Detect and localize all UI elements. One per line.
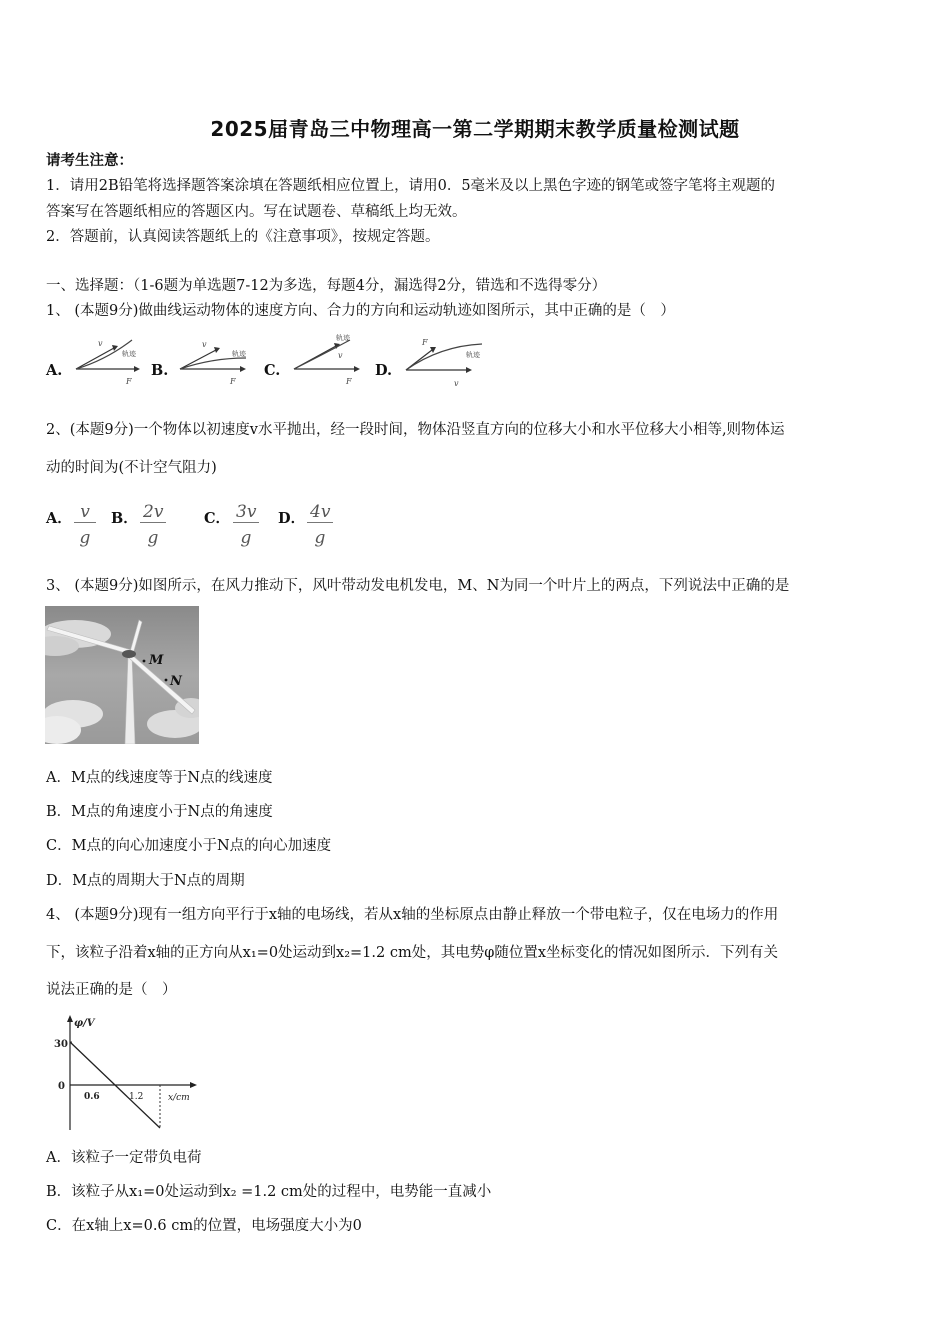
q2-option-a-label[interactable]: A． xyxy=(46,510,72,527)
q2-c-denominator: g xyxy=(240,528,252,548)
q3-option-a[interactable]: A．M点的线速度等于N点的线速度 xyxy=(46,770,273,786)
chart-y-label: φ/V xyxy=(74,1018,95,1029)
q3-n-label: N xyxy=(170,674,182,689)
q3-option-d[interactable]: D．M点的周期大于N点的周期 xyxy=(46,873,245,889)
q2-option-c-fraction xyxy=(233,502,259,549)
notice-item1-line2: 答案写在答题纸相应的答题区内。写在试题卷、草稿纸上均无效。 xyxy=(46,204,467,220)
q1-b-v-label: v xyxy=(202,340,207,349)
page-title: 2025届青岛三中物理高一第二学期期末教学质量检测试题 xyxy=(210,117,740,141)
q3-option-b[interactable]: B．M点的角速度小于N点的角速度 xyxy=(46,804,273,820)
wind-turbine-photo xyxy=(45,606,199,744)
q4-stem-line2: 下，该粒子沿着x轴的正方向从x₁=0处运动到x₂=1.2 cm处，其电势φ随位置x坐标变化的情况如图所示．下列有关 xyxy=(46,945,779,961)
q1-c-v-label: v xyxy=(338,351,343,360)
q4-option-c[interactable]: C．在x轴上x=0.6 cm的位置，电场强度大小为0 xyxy=(46,1218,362,1234)
chart-ytick-0: 0 xyxy=(58,1081,65,1092)
notice-item1-line1: 1．请用2B铅笔将选择题答案涂填在答题纸相应位置上，请用0．5毫米及以上黑色字迹的钢笔或签字笔将主观题的 xyxy=(46,178,776,194)
q2-stem-line2: 动的时间为(不计空气阻力) xyxy=(46,460,217,476)
potential-chart xyxy=(50,1012,210,1134)
q3-stem: 3、 (本题9分)如图所示，在风力推动下，风叶带动发电机发电，M、N为同一个叶片上的两点，下列说法中正确的是 xyxy=(46,578,790,594)
q3-m-label: M xyxy=(149,653,164,668)
q1-option-b-label[interactable]: B. xyxy=(151,362,169,379)
q1-option-a-diagram xyxy=(72,336,142,388)
q1-option-d-diagram xyxy=(400,332,488,390)
chart-xtick-1-2: 1.2 xyxy=(129,1092,144,1102)
q4-option-a[interactable]: A．该粒子一定带负电荷 xyxy=(46,1150,202,1166)
q2-option-b-fraction xyxy=(140,502,166,549)
q2-a-denominator: g xyxy=(79,528,91,548)
q1-option-c-label[interactable]: C. xyxy=(264,362,281,379)
q1-option-c-diagram xyxy=(290,330,366,388)
q1-a-v-label: v xyxy=(98,339,103,348)
chart-x-label: x/cm xyxy=(168,1093,190,1103)
q1-option-d-label[interactable]: D. xyxy=(375,362,393,379)
q2-option-b-label[interactable]: B． xyxy=(111,510,138,527)
q1-c-f-label: F xyxy=(346,377,352,386)
q2-b-denominator: g xyxy=(147,528,159,548)
q2-a-numerator: v xyxy=(74,502,96,523)
chart-y-axis-arrow xyxy=(67,1015,73,1022)
q3-option-c[interactable]: C．M点的向心加速度小于N点的向心加速度 xyxy=(46,838,332,854)
notice-item2: 2．答题前，认真阅读答题纸上的《注意事项》，按规定答题。 xyxy=(46,229,440,245)
q1-d-f-label: F xyxy=(422,338,428,347)
q1-option-b-diagram xyxy=(176,336,252,388)
q1-b-f-label: F xyxy=(230,377,236,386)
q4-stem-line1: 4、 (本题9分)现有一组方向平行于x轴的电场线，若从x轴的坐标原点由静止释放一个带电粒子，仅在电场力的作用 xyxy=(46,907,779,923)
notice-heading: 请考生注意： xyxy=(46,152,133,169)
q1-c-track-label: 轨迹 xyxy=(336,334,350,342)
q2-option-d-fraction xyxy=(307,502,333,549)
q2-stem-line1: 2、(本题9分)一个物体以初速度v水平抛出，经一段时间，物体沿竖直方向的位移大小和水平位移大小相等,则物体运 xyxy=(46,422,785,438)
q1-option-a-label[interactable]: A. xyxy=(46,362,63,379)
q1-b-track-label: 轨迹 xyxy=(232,350,246,358)
q1-d-track-label: 轨迹 xyxy=(466,351,480,359)
q4-option-b[interactable]: B．该粒子从x₁=0处运动到x₂ =1.2 cm处的过程中，电势能一直减小 xyxy=(46,1184,492,1200)
section-heading: 一、选择题：（1-6题为单选题7-12为多选，每题4分，漏选得2分，错选和不选得零分） xyxy=(46,278,607,294)
q2-d-denominator: g xyxy=(314,528,326,548)
q1-d-v-label: v xyxy=(454,379,459,388)
q1-a-f-label: F xyxy=(126,377,132,386)
q2-c-numerator: 3v xyxy=(233,502,259,523)
chart-ytick-30: 30 xyxy=(54,1039,68,1050)
q2-option-c-label[interactable]: C． xyxy=(204,510,231,527)
q2-b-numerator: 2v xyxy=(140,502,166,523)
q1-stem: 1、 (本题9分)做曲线运动物体的速度方向、合力的方向和运动轨迹如图所示，其中正确的是（ ） xyxy=(46,303,675,319)
q1-a-track-label: 轨迹 xyxy=(122,350,136,358)
q2-d-numerator: 4v xyxy=(307,502,333,523)
q2-option-a-fraction xyxy=(74,502,96,549)
chart-x-axis-arrow xyxy=(190,1082,197,1088)
q4-stem-line3: 说法正确的是（ ） xyxy=(46,982,177,998)
q2-option-d-label[interactable]: D． xyxy=(278,510,306,527)
chart-xtick-0-6: 0.6 xyxy=(84,1092,100,1102)
